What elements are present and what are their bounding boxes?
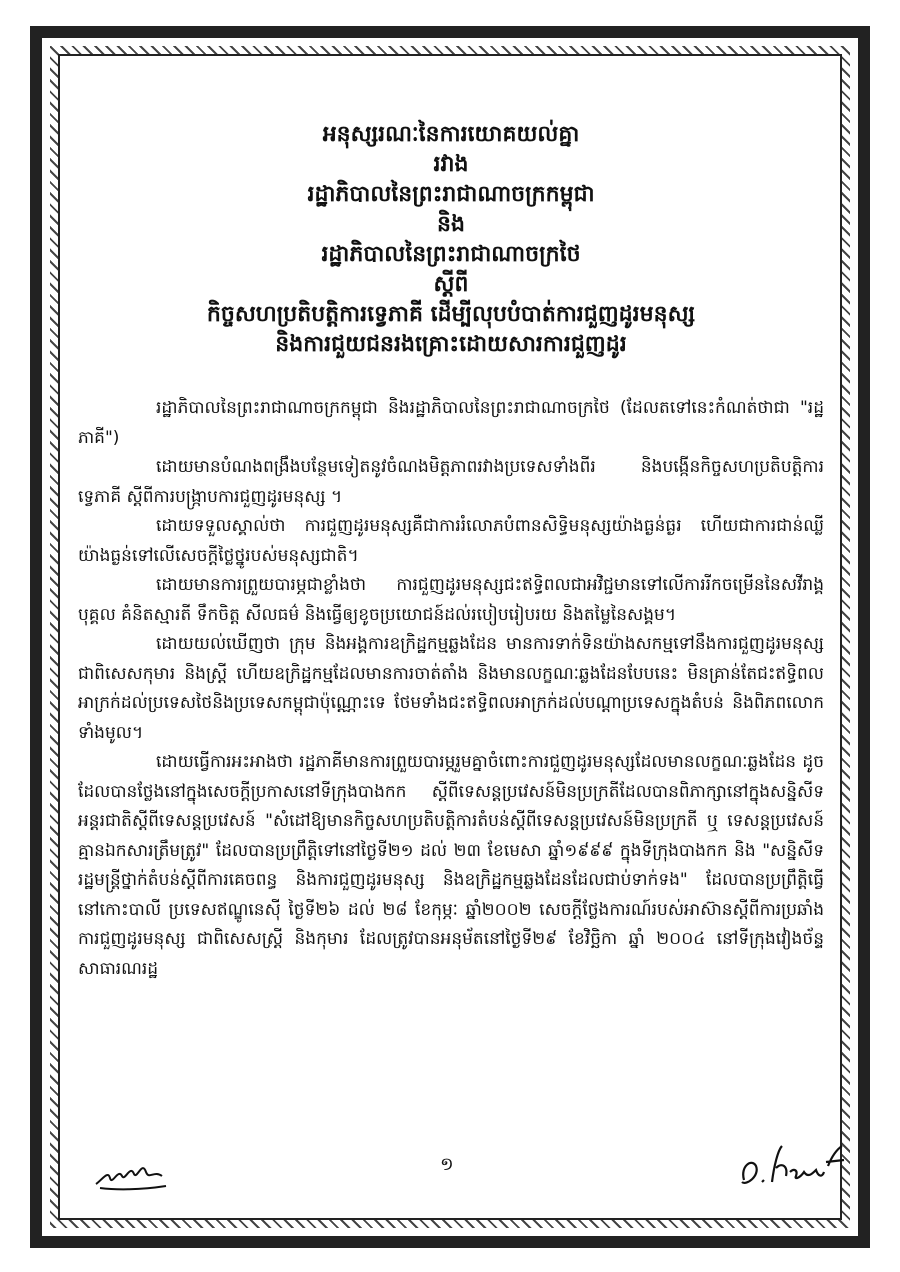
body-paragraph: ដោយយល់ឃើញថា ក្រុម និងអង្គការឧក្រិដ្ឋកម្មឆ្លងដែន មានការទាក់ទិនយ៉ាងសកម្មទៅនឹងការជួញដូរមនុស្ស ជាពិសេសកុមារ និងស្ត្រី ហើយឧក្រិដ្ឋកម្មដែលមានការចាត់តាំង និងមានលក្ខណៈឆ្លងដែនបែបនេះ មិនគ្រាន់តែជះឥទ្ធិពលអាក្រក់ដល់ប្រទេសថៃនិងប្រទេសកម្ពុជាប៉ុណ្ណោះទេ ថែមទាំងជះឥទ្ធិពលអាក្រក់ដល់បណ្ដាប្រទេសក្នុងតំបន់ និងពិភពលោកទាំងមូល។: [78, 634, 824, 743]
title-line: ស្ដីពី: [433, 272, 469, 297]
signature-left: [92, 1150, 172, 1194]
signature-right: [738, 1136, 848, 1192]
title-line: រដ្ឋាភិបាលនៃព្រះរាជាណាចក្រថៃ: [321, 242, 581, 267]
title-line: និង: [437, 212, 465, 237]
title-line: រវាង: [433, 152, 469, 177]
body-paragraph: ដោយមានការព្រួយបារម្ភជាខ្លាំងថា ការជួញដូរមនុស្សជះឥទ្ធិពលជាអវិជ្ជមានទៅលើការរីកចម្រើននៃសវីរាង្គបុគ្គល គំនិតស្មារតី ទឹកចិត្ត សីលធម៌ និងធ្វើឲ្យខូចប្រយោជន៍ដល់របៀបរៀបរយ និងតម្លៃនៃសង្គម។: [78, 575, 824, 625]
body-paragraph: រដ្ឋាភិបាលនៃព្រះរាជាណាចក្រកម្ពុជា និងរដ្ឋាភិបាលនៃព្រះរាជាណាចក្រថៃ (ដែលតទៅនេះកំណត់ថាជា "រដ្ឋភាគី"): [78, 398, 824, 448]
page-number: ១: [440, 1154, 454, 1175]
body-paragraph: ដោយទទួលស្គាល់ថា ការជួញដូរមនុស្សគឺជាការរំលោភបំពានសិទ្ធិមនុស្សយ៉ាងធ្ងន់ធ្ងរ ហើយជាការជាន់ឈ្លីយ៉ាងធ្ងន់ទៅលើសេចក្ដីថ្លៃថ្នូរបស់មនុស្សជាតិ។: [78, 516, 824, 566]
body-paragraph: ដោយមានបំណងពង្រឹងបន្ថែមទៀតនូវចំណងមិត្តភាពរវាងប្រទេសទាំងពីរ និងបង្កើនកិច្ចសហប្រតិបត្តិការទ្វេភាគី ស្ដីពីការបង្ក្រាបការជួញដូរមនុស្ស ។: [78, 457, 824, 507]
document-title: [78, 120, 824, 360]
title-line: និងការជួយជនរងគ្រោះដោយសារការជួញដូរ: [275, 332, 627, 357]
document-content: [78, 120, 824, 984]
title-line: អនុស្សរណៈនៃការយោគយល់គ្នា: [322, 122, 580, 147]
body-paragraph: ដោយធ្វើការអះអាងថា រដ្ឋភាគីមានការព្រួយបារម្ភរួមគ្នាចំពោះការជួញដូរមនុស្សដែលមានលក្ខណៈឆ្លងដែន ដូចដែលបានថ្លែងនៅក្នុងសេចក្ដីប្រកាសនៅទីក្រុងបាងកក ស្ដីពីទេសន្តប្រវេសន៍មិនប្រក្រតីដែលបានពិភាក្សានៅក្នុងសន្និសីទអន្តរជាតិស្ដីពីទេសន្តប្រវេសន៍ "សំដៅឱ្យមានកិច្ចសហប្រតិបត្តិការតំបន់ស្ដីពីទេសន្តប្រវេសន៍មិនប្រក្រតី ឬ ទេសន្តប្រវេសន៍គ្មានឯកសារត្រឹមត្រូវ" ដែលបានប្រព្រឹត្តិទៅនៅថ្ងៃទី២១ ដល់ ២៣ ខែមេសា ឆ្នាំ១៩៩៩ ក្នុងទីក្រុងបាងកក និង "សន្និសីទរដ្ឋមន្ត្រីថ្នាក់តំបន់ស្ដីពីការគេចពន្ធ និងការជួញដូរមនុស្ស និងឧក្រិដ្ឋកម្មឆ្លងដែនដែលជាប់ទាក់ទង" ដែលបានប្រព្រឹត្តិធ្វើនៅកោះបាលី ប្រទេសឥណ្ឌូនេស៊ី ថ្ងៃទី២៦ ដល់ ២៨ ខែកុម្ភៈ ឆ្នាំ២០០២ សេចក្ដីថ្លែងការណ៍របស់អាស៊ានស្ដីពីការប្រឆាំងការជួញដូរមនុស្ស ជាពិសេសស្ត្រី និងកុមារ ដែលត្រូវបានអនុម័តនៅថ្ងៃទី២៩ ខែវិច្ឆិកា ឆ្នាំ ២០០៤ នៅទីក្រុងវៀងច័ន្ទ សាធារណរដ្ឋ: [78, 752, 824, 979]
title-line: រដ្ឋាភិបាលនៃព្រះរាជាណាចក្រកម្ពុជា: [307, 182, 595, 207]
document-body: [78, 394, 824, 984]
title-line: កិច្ចសហប្រតិបត្តិការទ្វេភាគី ដើម្បីលុបបំបាត់ការជួញដូរមនុស្ស: [206, 302, 696, 327]
